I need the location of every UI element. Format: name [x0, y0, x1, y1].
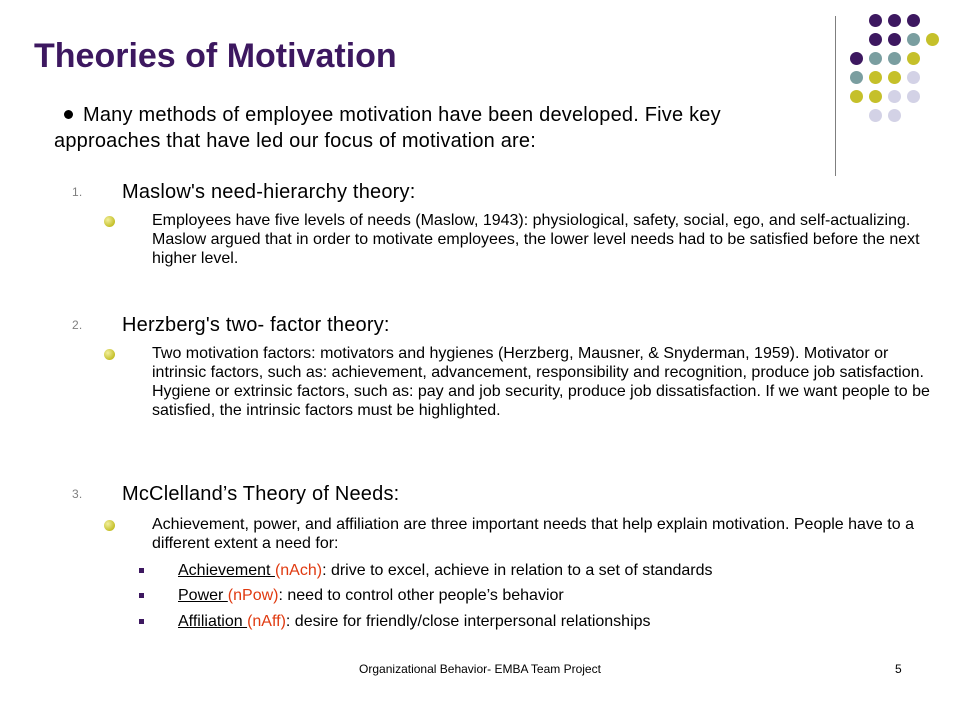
need-term: Achievement [178, 562, 275, 579]
section-number: 2. [72, 318, 83, 332]
yellow-bullet-icon [104, 520, 115, 531]
decorative-dot-grid [844, 10, 954, 160]
need-item-affiliation [139, 612, 939, 631]
decorative-dot [869, 109, 882, 122]
section-heading-maslow [72, 180, 415, 204]
decorative-dot [926, 33, 939, 46]
decorative-dot [869, 52, 882, 65]
need-description: : need to control other people’s behavior [278, 587, 564, 604]
need-code: (nPow) [227, 587, 279, 604]
section-body-text: Two motivation factors: motivators and hygienes (Herzberg, Mausner, & Snyderman, 1959). Motivator or intrinsic factors, such as: achievement, advancement, responsibility and recognition, produce job satisfaction. Hygiene or extrinsic factors, such as: pay and job security, produce job dissatisfaction. If we want people to be satisfied, the intrinsic factors must be highlighted. [152, 345, 930, 419]
section-body-text: Achievement, power, and affiliation are three important needs that help explain motivation. People have to a different extent a need for: [152, 516, 914, 552]
need-code: (nAch) [274, 562, 323, 579]
decorative-dot [850, 71, 863, 84]
section-number: 1. [72, 185, 83, 199]
need-term: Affiliation [178, 613, 248, 630]
square-bullet-icon [139, 568, 144, 573]
decorative-dot [888, 14, 901, 27]
need-code: (nAff) [247, 613, 286, 630]
intro-paragraph [54, 102, 814, 154]
need-term: Power [178, 587, 228, 604]
slide-title: Theories of Motivation [34, 37, 397, 75]
page-number: 5 [895, 662, 902, 676]
decorative-dot [907, 71, 920, 84]
decorative-dot [888, 33, 901, 46]
decorative-dot [869, 33, 882, 46]
yellow-bullet-icon [104, 349, 115, 360]
section-heading-text: Herzberg's two- factor theory: [122, 314, 390, 336]
section-body-herzberg [104, 344, 934, 420]
section-body-text: Employees have five levels of needs (Maslow, 1943): physiological, safety, social, ego, and self-actualizing. Maslow argued that in order to motivate employees, the lower level needs had to be satisfied before the next higher level. [152, 212, 920, 267]
decorative-dot [907, 52, 920, 65]
intro-text: Many methods of employee motivation have been developed. Five key approaches that have led our focus of motivation are: [54, 104, 721, 152]
section-heading-mcclelland [72, 482, 399, 506]
decorative-dot [888, 71, 901, 84]
section-heading-text: Maslow's need-hierarchy theory: [122, 181, 416, 203]
decorative-divider-line [835, 16, 836, 176]
need-item-power [139, 586, 939, 605]
section-heading-herzberg [72, 313, 390, 337]
yellow-bullet-icon [104, 216, 115, 227]
decorative-dot [907, 90, 920, 103]
section-body-maslow [104, 211, 934, 268]
decorative-dot [869, 90, 882, 103]
decorative-dot [888, 52, 901, 65]
slide-footer: Organizational Behavior- EMBA Team Project [359, 662, 601, 676]
intro-bullet-icon [64, 110, 73, 119]
decorative-dot [869, 71, 882, 84]
section-body-mcclelland [104, 515, 934, 553]
need-description: : desire for friendly/close interpersonal relationships [285, 613, 651, 630]
decorative-dot [888, 90, 901, 103]
decorative-dot [907, 33, 920, 46]
square-bullet-icon [139, 593, 144, 598]
section-heading-text: McClelland’s Theory of Needs: [122, 483, 400, 505]
decorative-dot [907, 14, 920, 27]
decorative-dot [850, 90, 863, 103]
square-bullet-icon [139, 619, 144, 624]
decorative-dot [850, 52, 863, 65]
section-number: 3. [72, 487, 83, 501]
need-item-achievement [139, 561, 939, 580]
decorative-dot [869, 14, 882, 27]
need-description: : drive to excel, achieve in relation to a set of standards [322, 562, 713, 579]
decorative-dot [888, 109, 901, 122]
